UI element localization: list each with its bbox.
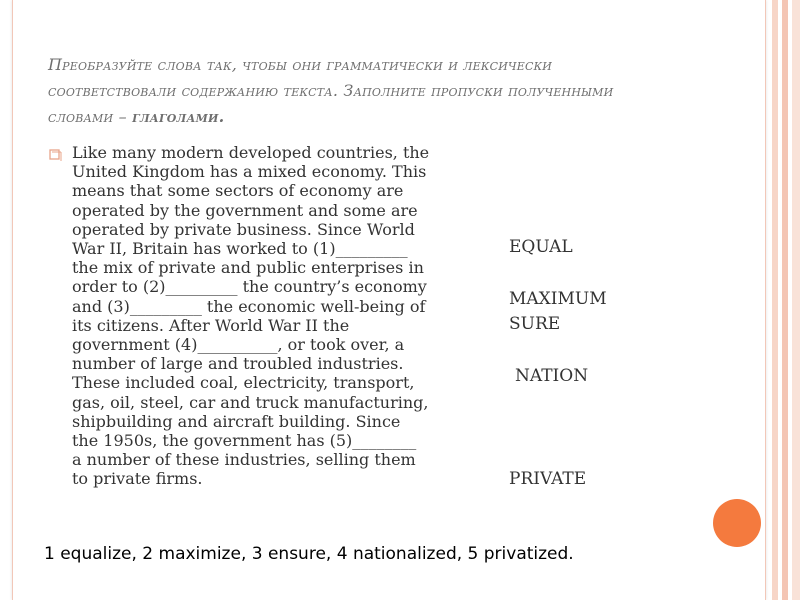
decorative-side-bar <box>792 0 800 600</box>
keyword-nation: NATION <box>515 366 589 386</box>
decorative-orange-circle <box>713 499 761 547</box>
exercise-text: Like many modern developed countries, the United Kingdom has a mixed economy. This means that some sectors of economy are operated by the government and some are operated by private business. Since World War II, Britain has worked to (1)_________ the mix of private and public enterprises in order to (2)_________ the country’s economy and (3)_________ the economic well-being of its citizens. After World War II the government (4)__________, or took over, a number of large and troubled industries. These included coal, electricity, transport, gas, oil, steel, car and truck manufacturing, shipbuilding and aircraft building. Since the 1950s, the government has (5)________ a number of these industries, selling them to private firms. <box>72 143 430 489</box>
keyword-sure: SURE <box>509 314 561 334</box>
title-emphasis: глаголами. <box>132 107 225 126</box>
slide-title <box>48 52 648 130</box>
title-main: Преобразуйте слова так, чтобы они грамматически и лексически соответствовали содержанию текста. Заполните пропуски полученными словами – <box>48 55 614 126</box>
decorative-side-bar <box>772 0 778 600</box>
keyword-private: PRIVATE <box>509 469 587 489</box>
square-bullet-icon <box>48 148 62 162</box>
answer-key: 1 equalize, 2 maximize, 3 ensure, 4 nationalized, 5 privatized. <box>44 544 574 564</box>
keyword-equal: EQUAL <box>509 237 573 257</box>
keyword-maximum: MAXIMUM <box>509 289 607 309</box>
decorative-side-bar <box>782 0 788 600</box>
